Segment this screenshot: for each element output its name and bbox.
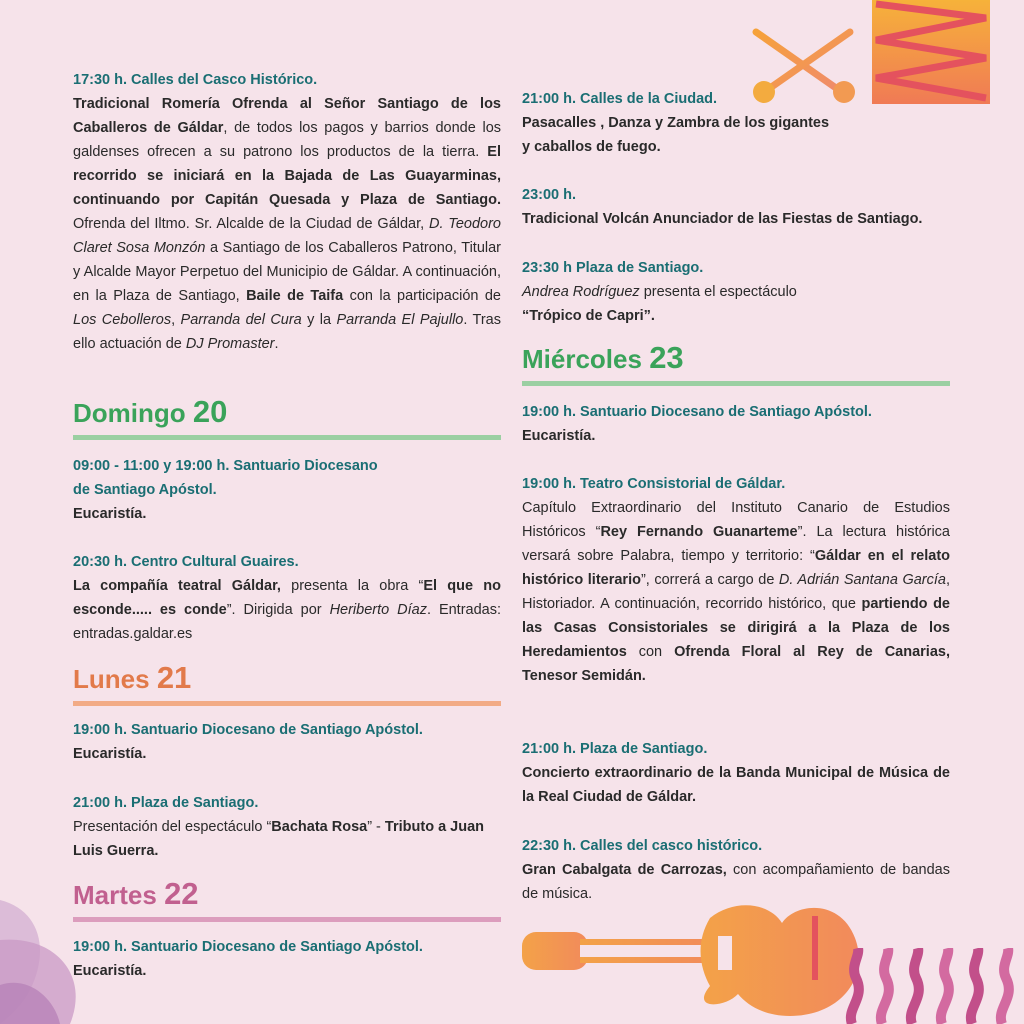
event-cabalgata [522, 834, 950, 906]
event-description: Pasacalles , Danza y Zambra de los gigantes y caballos de fuego. [522, 115, 830, 155]
day-number: 22 [164, 876, 199, 911]
event-time: 21:00 h. Plaza de Santiago. [522, 741, 708, 757]
day-divider [73, 701, 501, 706]
event-time: 19:00 h. Santuario Diocesano de Santiago Apóstol. [522, 404, 872, 420]
day-number: 21 [156, 660, 192, 695]
event-tropico-capri [522, 256, 950, 328]
day-name: Miércoles [522, 344, 642, 374]
day-divider [522, 381, 950, 386]
event-eucaristia-miercoles [522, 400, 950, 448]
day-divider [73, 435, 501, 440]
day-heading-lunes [73, 662, 501, 706]
tickets-link[interactable]: entradas.galdar.es [73, 626, 193, 642]
day-heading-martes [73, 878, 501, 922]
guitar-icon [520, 898, 870, 1024]
event-time: 21:00 h. Calles de la Ciudad. [522, 91, 718, 107]
day-name: Martes [73, 880, 157, 910]
event-time: 23:30 h Plaza de Santiago. [522, 260, 704, 276]
day-number: 20 [192, 394, 228, 429]
day-divider [73, 917, 501, 922]
event-description: Eucaristía. [522, 428, 596, 444]
event-concierto-banda [522, 737, 950, 809]
event-description: Eucaristía. [73, 506, 147, 522]
event-time: 19:00 h. Teatro Consistorial de Gáldar. [522, 476, 786, 492]
day-heading-miercoles [522, 342, 950, 386]
event-eucaristia-lunes [73, 718, 501, 766]
event-time: 22:30 h. Calles del casco histórico. [522, 838, 763, 854]
event-description: Tradicional Romería Ofrenda al Señor Santiago de los Caballeros de Gáldar, de todos los pagos y barrios donde los galdenses ofrecen a su patrono los productos de la tierra. El recorrido se iniciará en la Bajada de Las Guayarminas, continuando por Capitán Quesada y Plaza de Santiago. Ofrenda del Iltmo. Sr. Alcalde de la Ciudad de Gáldar, D. Teodoro Claret Sosa Monzón a Santiago de los Caballeros Patrono, Titular y Alcalde Mayor Perpetuo del Municipio de Gáldar. A continuación, en la Plaza de Santiago, Baile de Taifa con la participación de Los Cebolleros, Parranda del Cura y la Parranda El Pajullo. Tras ello actuación de DJ Promaster. [73, 96, 502, 352]
event-description: Eucaristía. [73, 963, 147, 979]
event-time: 23:00 h. [522, 187, 576, 203]
event-eucaristia-domingo [73, 454, 501, 526]
event-description: Capítulo Extraordinario del Instituto Canario de Estudios Históricos “Rey Fernando Guanarteme”. La lectura histórica versará sobre Palabra, tiempo y territorio: “Gáldar en el relato histórico literario”, correrá a cargo de D. Adrián Santana García, Historiador. A continuación, recorrido histórico, que partiendo de las Casas Consistoriales se dirigirá a la Plaza de los Heredamientos con Ofrenda Floral al Rey de Canarias, Tenesor Semidán. [522, 500, 951, 684]
wave-stripes-icon [842, 948, 1024, 1024]
event-volcan [522, 183, 950, 231]
day-name: Lunes [73, 664, 150, 694]
event-description: La compañía teatral Gáldar, presenta la obra “El que no esconde..... es conde”. Dirigida por Heriberto Díaz. Entradas: entradas.galdar.es [73, 578, 502, 642]
event-time: 19:00 h. Santuario Diocesano de Santiago Apóstol. [73, 939, 423, 955]
event-time: 17:30 h. Calles del Casco Histórico. [73, 72, 318, 88]
event-eucaristia-martes [73, 935, 501, 983]
day-heading-domingo [73, 396, 501, 440]
day-number: 23 [649, 340, 684, 375]
event-time: 19:00 h. Santuario Diocesano de Santiago Apóstol. [73, 722, 423, 738]
event-time: 20:30 h. Centro Cultural Guaires. [73, 554, 299, 570]
event-description: Tradicional Volcán Anunciador de las Fiestas de Santiago. [522, 211, 923, 227]
event-bachata-rosa [73, 791, 501, 863]
event-description: Concierto extraordinario de la Banda Municipal de Música de la Real Ciudad de Gáldar. [522, 765, 950, 805]
event-description: Eucaristía. [73, 746, 147, 762]
event-description: Presentación del espectáculo “Bachata Rosa” - Tributo a Juan Luis Guerra. [73, 819, 485, 859]
event-romeria [73, 68, 501, 356]
event-time: 09:00 - 11:00 y 19:00 h. Santuario Diocesano [73, 458, 378, 474]
day-name: Domingo [73, 398, 186, 428]
event-pasacalles [522, 87, 950, 159]
event-teatro-guaires [73, 550, 501, 646]
event-description: Gran Cabalgata de Carrozas, con acompañamiento de bandas de música. [522, 862, 950, 902]
event-description: Andrea Rodríguez presenta el espectáculo “Trópico de Capri”. [522, 284, 797, 324]
event-time: de Santiago Apóstol. [73, 482, 217, 498]
event-time: 21:00 h. Plaza de Santiago. [73, 795, 259, 811]
event-teatro-consistorial [522, 472, 950, 688]
